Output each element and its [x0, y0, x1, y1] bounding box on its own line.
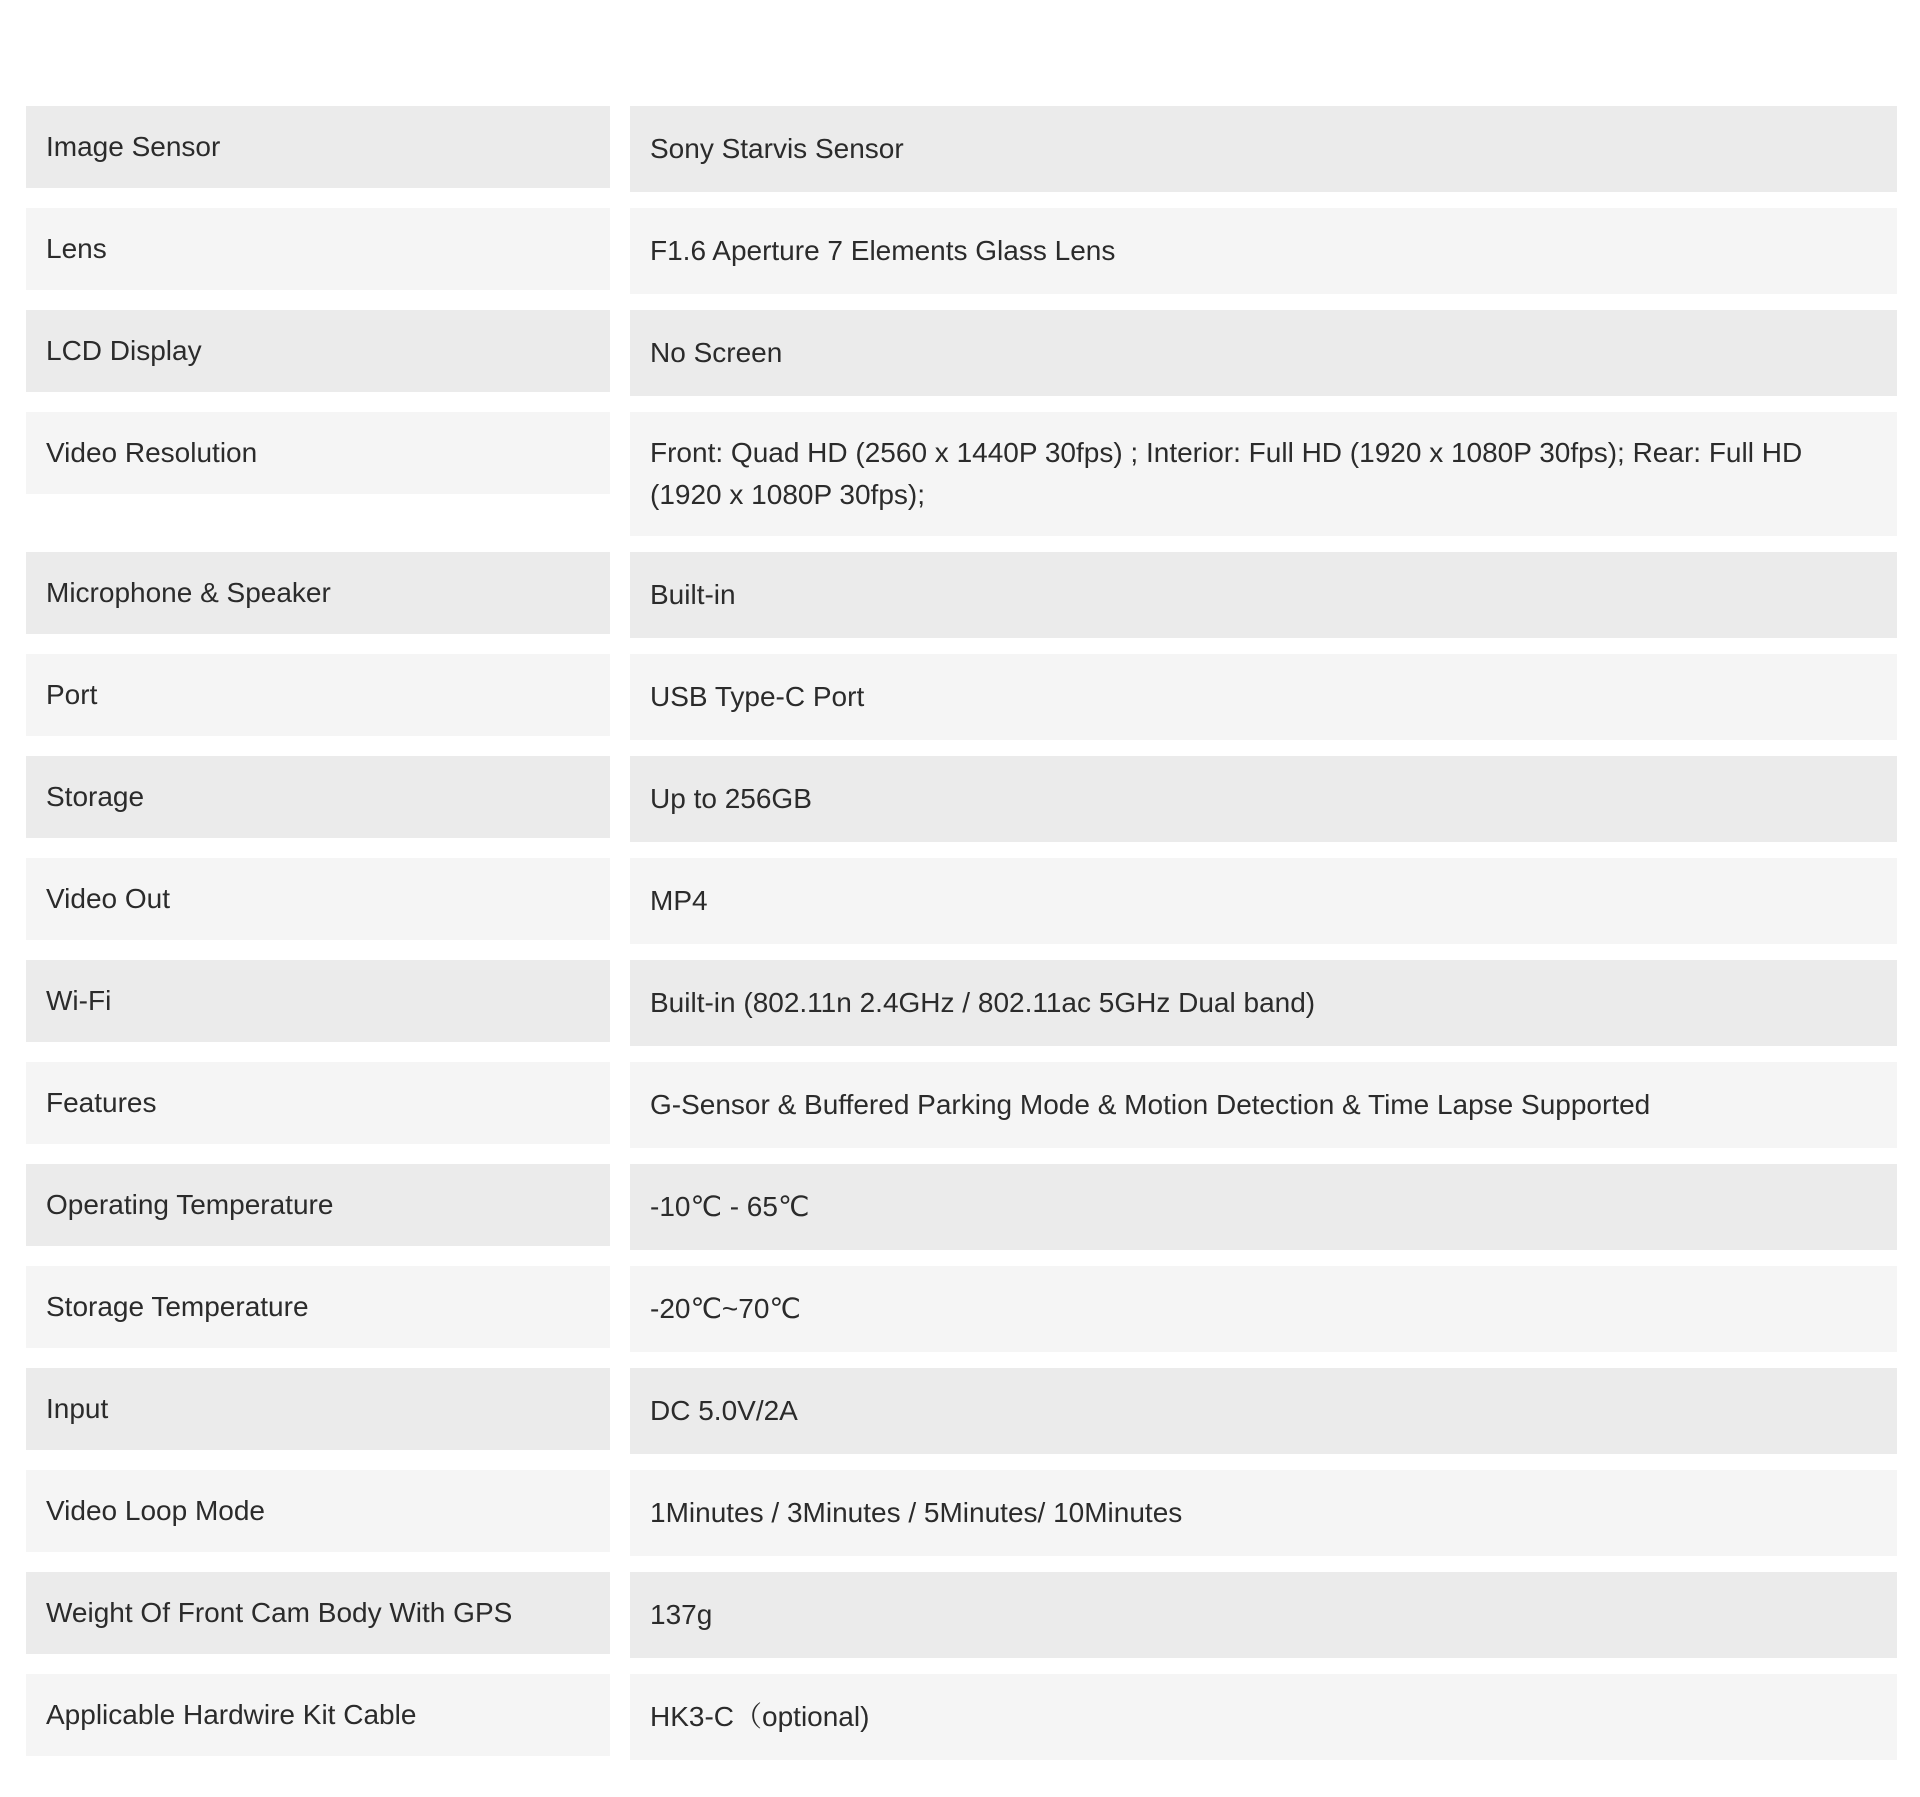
spec-row-video-loop-mode: [26, 1470, 1897, 1556]
spec-value: MP4: [630, 858, 1897, 944]
spec-label: Microphone & Speaker: [26, 552, 610, 634]
spec-row-hardwire-kit: [26, 1674, 1897, 1760]
spec-row-port: [26, 654, 1897, 740]
spec-value: Sony Starvis Sensor: [630, 106, 1897, 192]
spec-label: Storage: [26, 756, 610, 838]
spec-row-video-resolution: [26, 412, 1897, 536]
spec-value: Front: Quad HD (2560 x 1440P 30fps) ; Interior: Full HD (1920 x 1080P 30fps); Rear: Full HD (1920 x 1080P 30fps);: [630, 412, 1897, 536]
spec-label: Video Out: [26, 858, 610, 940]
spec-row-video-out: [26, 858, 1897, 944]
spec-label: Weight Of Front Cam Body With GPS: [26, 1572, 610, 1654]
spec-row-features: [26, 1062, 1897, 1148]
spec-value: Built-in (802.11n 2.4GHz / 802.11ac 5GHz Dual band): [630, 960, 1897, 1046]
spec-label: Image Sensor: [26, 106, 610, 188]
spec-row-lcd-display: [26, 310, 1897, 396]
spec-label: Video Loop Mode: [26, 1470, 610, 1552]
spec-value: 137g: [630, 1572, 1897, 1658]
spec-row-storage-temperature: [26, 1266, 1897, 1352]
spec-value: DC 5.0V/2A: [630, 1368, 1897, 1454]
spec-value: No Screen: [630, 310, 1897, 396]
spec-value: G-Sensor & Buffered Parking Mode & Motion Detection & Time Lapse Supported: [630, 1062, 1897, 1148]
spec-value: USB Type-C Port: [630, 654, 1897, 740]
spec-value: 1Minutes / 3Minutes / 5Minutes/ 10Minutes: [630, 1470, 1897, 1556]
spec-value: -20℃~70℃: [630, 1266, 1897, 1352]
spec-label: Lens: [26, 208, 610, 290]
spec-row-operating-temperature: [26, 1164, 1897, 1250]
spec-row-lens: [26, 208, 1897, 294]
spec-value: F1.6 Aperture 7 Elements Glass Lens: [630, 208, 1897, 294]
spec-row-input: [26, 1368, 1897, 1454]
spec-value: Up to 256GB: [630, 756, 1897, 842]
spec-label: Video Resolution: [26, 412, 610, 494]
spec-label: Applicable Hardwire Kit Cable: [26, 1674, 610, 1756]
spec-table: [26, 106, 1897, 1776]
spec-row-weight: [26, 1572, 1897, 1658]
spec-label: Wi-Fi: [26, 960, 610, 1042]
spec-value: HK3-C（optional): [630, 1674, 1897, 1760]
spec-label: Input: [26, 1368, 610, 1450]
spec-label: Port: [26, 654, 610, 736]
spec-label: LCD Display: [26, 310, 610, 392]
spec-value: -10℃ - 65℃: [630, 1164, 1897, 1250]
spec-row-microphone-speaker: [26, 552, 1897, 638]
spec-row-image-sensor: [26, 106, 1897, 192]
spec-row-wifi: [26, 960, 1897, 1046]
spec-label: Storage Temperature: [26, 1266, 610, 1348]
spec-label: Features: [26, 1062, 610, 1144]
spec-label: Operating Temperature: [26, 1164, 610, 1246]
spec-row-storage: [26, 756, 1897, 842]
spec-value: Built-in: [630, 552, 1897, 638]
